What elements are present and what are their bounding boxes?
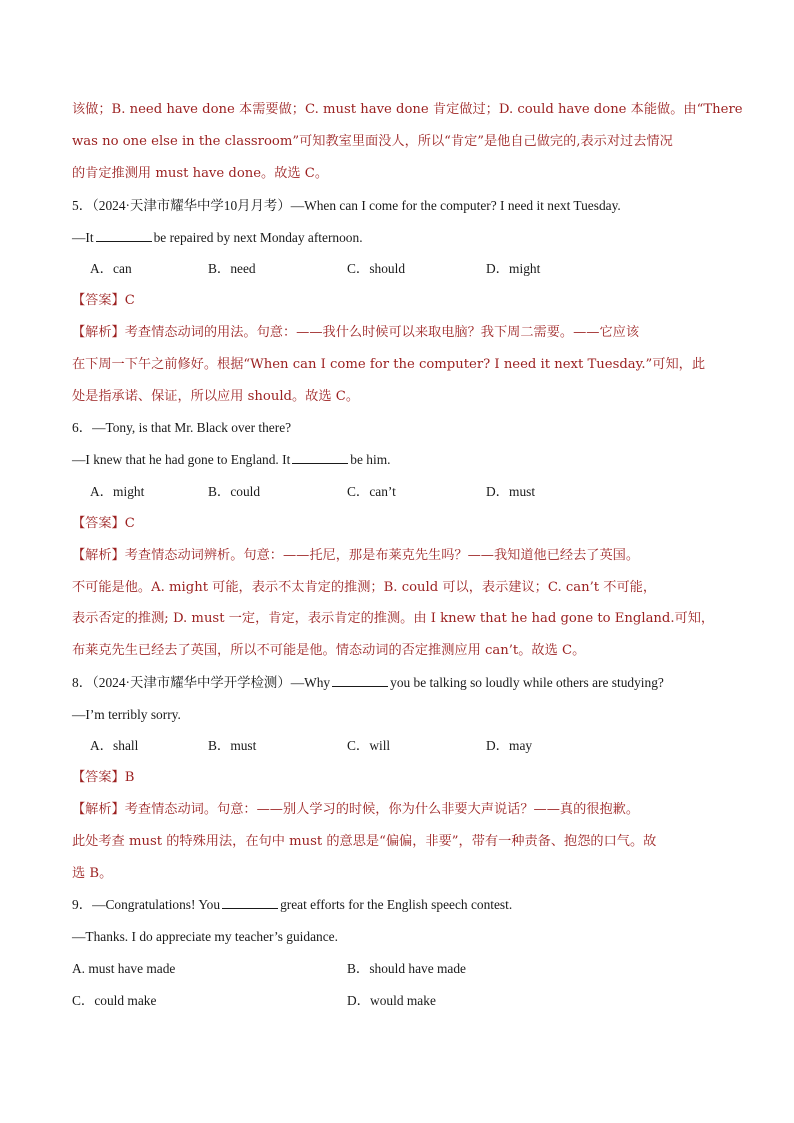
question-9-line2: —Thanks. I do appreciate my teacher’s guidance. <box>72 929 338 944</box>
option-d: D．would make <box>347 993 436 1008</box>
option-b: B．need <box>208 261 256 276</box>
question-text: be repaired by next Monday afternoon. <box>153 230 363 245</box>
answer-label: 【答案】B <box>72 770 135 785</box>
question-9-stem <box>72 895 732 915</box>
question-text: be him. <box>350 452 391 467</box>
explanation-line: 处是指承诺、保证，所以应用 should。故选 C。 <box>72 389 360 404</box>
option-d: D．must <box>486 484 536 499</box>
question-6-stem: 6．—Tony, is that Mr. Black over there? <box>72 420 292 435</box>
answer-blank <box>222 896 278 909</box>
explanation-line: 【解析】考查情态动词辨析。句意：——托尼，那是布莱克先生吗？——我知道他已经去了英国。 <box>72 548 640 563</box>
question-text: 8．（2024·天津市耀华中学开学检测）—Why <box>72 675 331 690</box>
explanation-line: 选 B。 <box>72 866 113 881</box>
explanation-line: 的肯定推测用 must have done。故选 C。 <box>72 166 329 181</box>
option-a: A．might <box>90 484 145 499</box>
question-text: you be talking so loudly while others are studying? <box>390 675 664 690</box>
option-c: C．could make <box>72 993 157 1008</box>
question-text: —I knew that he had gone to England. It <box>72 452 291 467</box>
option-d: D．may <box>486 738 533 753</box>
answer-blank <box>292 451 348 464</box>
question-text: great efforts for the English speech contest. <box>280 897 513 912</box>
option-b: B．could <box>208 484 261 499</box>
option-b: B．must <box>208 738 257 753</box>
option-a: A. must have made <box>72 961 176 976</box>
question-5-stem: 5．（2024·天津市耀华中学10月月考）—When can I come for the computer? I need it next Tuesday. <box>72 198 621 213</box>
answer-blank <box>332 674 388 687</box>
option-b: B．should have made <box>347 961 467 976</box>
explanation-line: 【解析】考查情态动词。句意：——别人学习的时候，你为什么非要大声说话？——真的很抱歉。 <box>72 802 640 817</box>
question-text: —It <box>72 230 94 245</box>
explanation-line: 此处考查 must 的特殊用法，在句中 must 的意思是“偏偏，非要”，带有一种责备、抱怨的口气。故 <box>72 834 657 849</box>
explanation-line: 该做；B. need have done 本需要做；C. must have done 肯定做过；D. could have done 本能做。由“There <box>72 102 743 117</box>
explanation-line: 表示否定的推测; D. must 一定，肯定，表示肯定的推测。由 I knew that he had gone to England.可知， <box>72 611 715 626</box>
option-a: A．shall <box>90 738 139 753</box>
question-8-stem <box>72 673 732 693</box>
question-text: 9．—Congratulations! You <box>72 897 221 912</box>
question-8-line2: —I’m terribly sorry. <box>72 707 181 722</box>
option-d: D．might <box>486 261 541 276</box>
answer-blank <box>96 229 152 242</box>
option-a: A．can <box>90 261 132 276</box>
option-c: C．will <box>347 738 391 753</box>
answer-label: 【答案】C <box>72 293 135 308</box>
question-5-line2 <box>72 228 732 248</box>
option-c: C．can’t <box>347 484 396 499</box>
explanation-line: 不可能是他。A. might 可能，表示不太肯定的推测；B. could 可以，表示建议；C. can’t 不可能， <box>72 580 657 595</box>
answer-label: 【答案】C <box>72 516 135 531</box>
explanation-line: 布莱克先生已经去了英国，所以不可能是他。情态动词的否定推测应用 can’t。故选 C。 <box>72 643 586 658</box>
option-c: C．should <box>347 261 406 276</box>
explanation-line: was no one else in the classroom”可知教室里面没人，所以“肯定”是他自己做完的,表示对过去情况 <box>72 134 673 149</box>
explanation-line: 在下周一下午之前修好。根据“When can I come for the computer? I need it next Tuesday.”可知，此 <box>72 357 706 372</box>
explanation-line: 【解析】考查情态动词的用法。句意：——我什么时候可以来取电脑？我下周二需要。——它应该 <box>72 325 640 340</box>
question-6-line2 <box>72 450 732 470</box>
